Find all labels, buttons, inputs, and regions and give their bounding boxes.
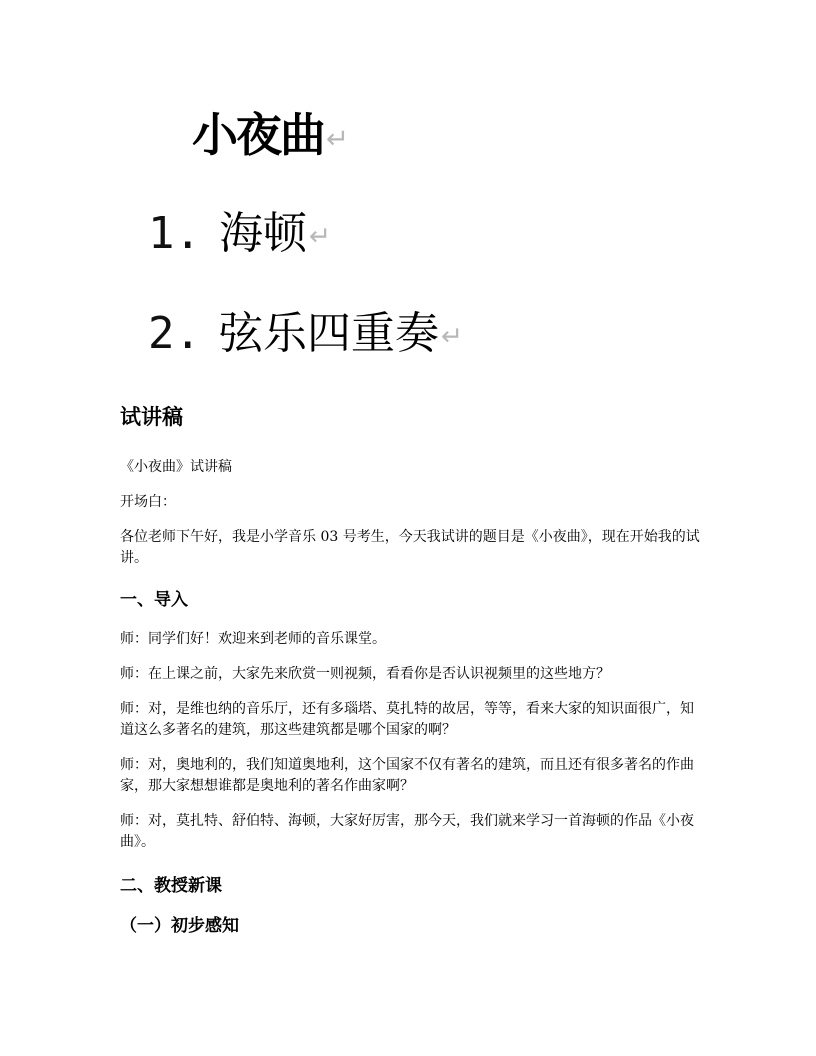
return-mark-icon: ↵: [308, 221, 332, 253]
section-heading-new-lesson: 二、教授新课: [120, 876, 222, 897]
dialogue-line: 师：对，是维也纳的音乐厅，还有多瑙塔、莫扎特的故居，等等，看来大家的知识面很广，知道这么多著名的建筑，那这些建筑都是哪个国家的啊？: [120, 701, 694, 739]
title-image-line-1: [192, 108, 348, 162]
paragraph: 各位老师下午好，我是小学音乐 03 号考生，今天我试讲的题目是《小夜曲》，现在开始我的试讲。: [120, 529, 700, 567]
list-number-2: 2.: [148, 308, 201, 359]
list-number-1: 1.: [148, 208, 201, 259]
dialogue-line: 师：对，莫扎特、舒伯特、海顿，大家好厉害，那今天，我们就来学习一首海顿的作品《小夜曲》。: [120, 813, 694, 851]
dialogue-line: 师：在上课之前，大家先来欣赏一则视频，看看你是否认识视频里的这些地方？: [120, 666, 610, 683]
title-image-line-3: [148, 308, 464, 359]
subsection-heading: （一）初步感知: [120, 916, 239, 937]
section-heading-intro: 一、导入: [120, 590, 188, 611]
paragraph: 《小夜曲》试讲稿: [120, 459, 232, 476]
dialogue-line: 师：同学们好！欢迎来到老师的音乐课堂。: [120, 631, 386, 648]
return-mark-icon: ↵: [326, 122, 348, 156]
composer-text: 海顿: [218, 208, 307, 259]
title-image-line-2: [148, 208, 332, 259]
return-mark-icon: ↵: [440, 321, 464, 353]
title-image: [140, 100, 480, 370]
page-heading: 试讲稿: [120, 405, 183, 429]
dialogue-line: 师：对，奥地利的，我们知道奥地利，这个国家不仅有著名的建筑，而且还有很多著名的作曲家，那大家想想谁都是奥地利的著名作曲家啊？: [120, 757, 694, 795]
paragraph: 开场白：: [120, 494, 176, 511]
document-body: [120, 404, 700, 956]
song-title-text: 小夜曲: [192, 108, 324, 162]
ensemble-text: 弦乐四重奏: [218, 308, 439, 359]
